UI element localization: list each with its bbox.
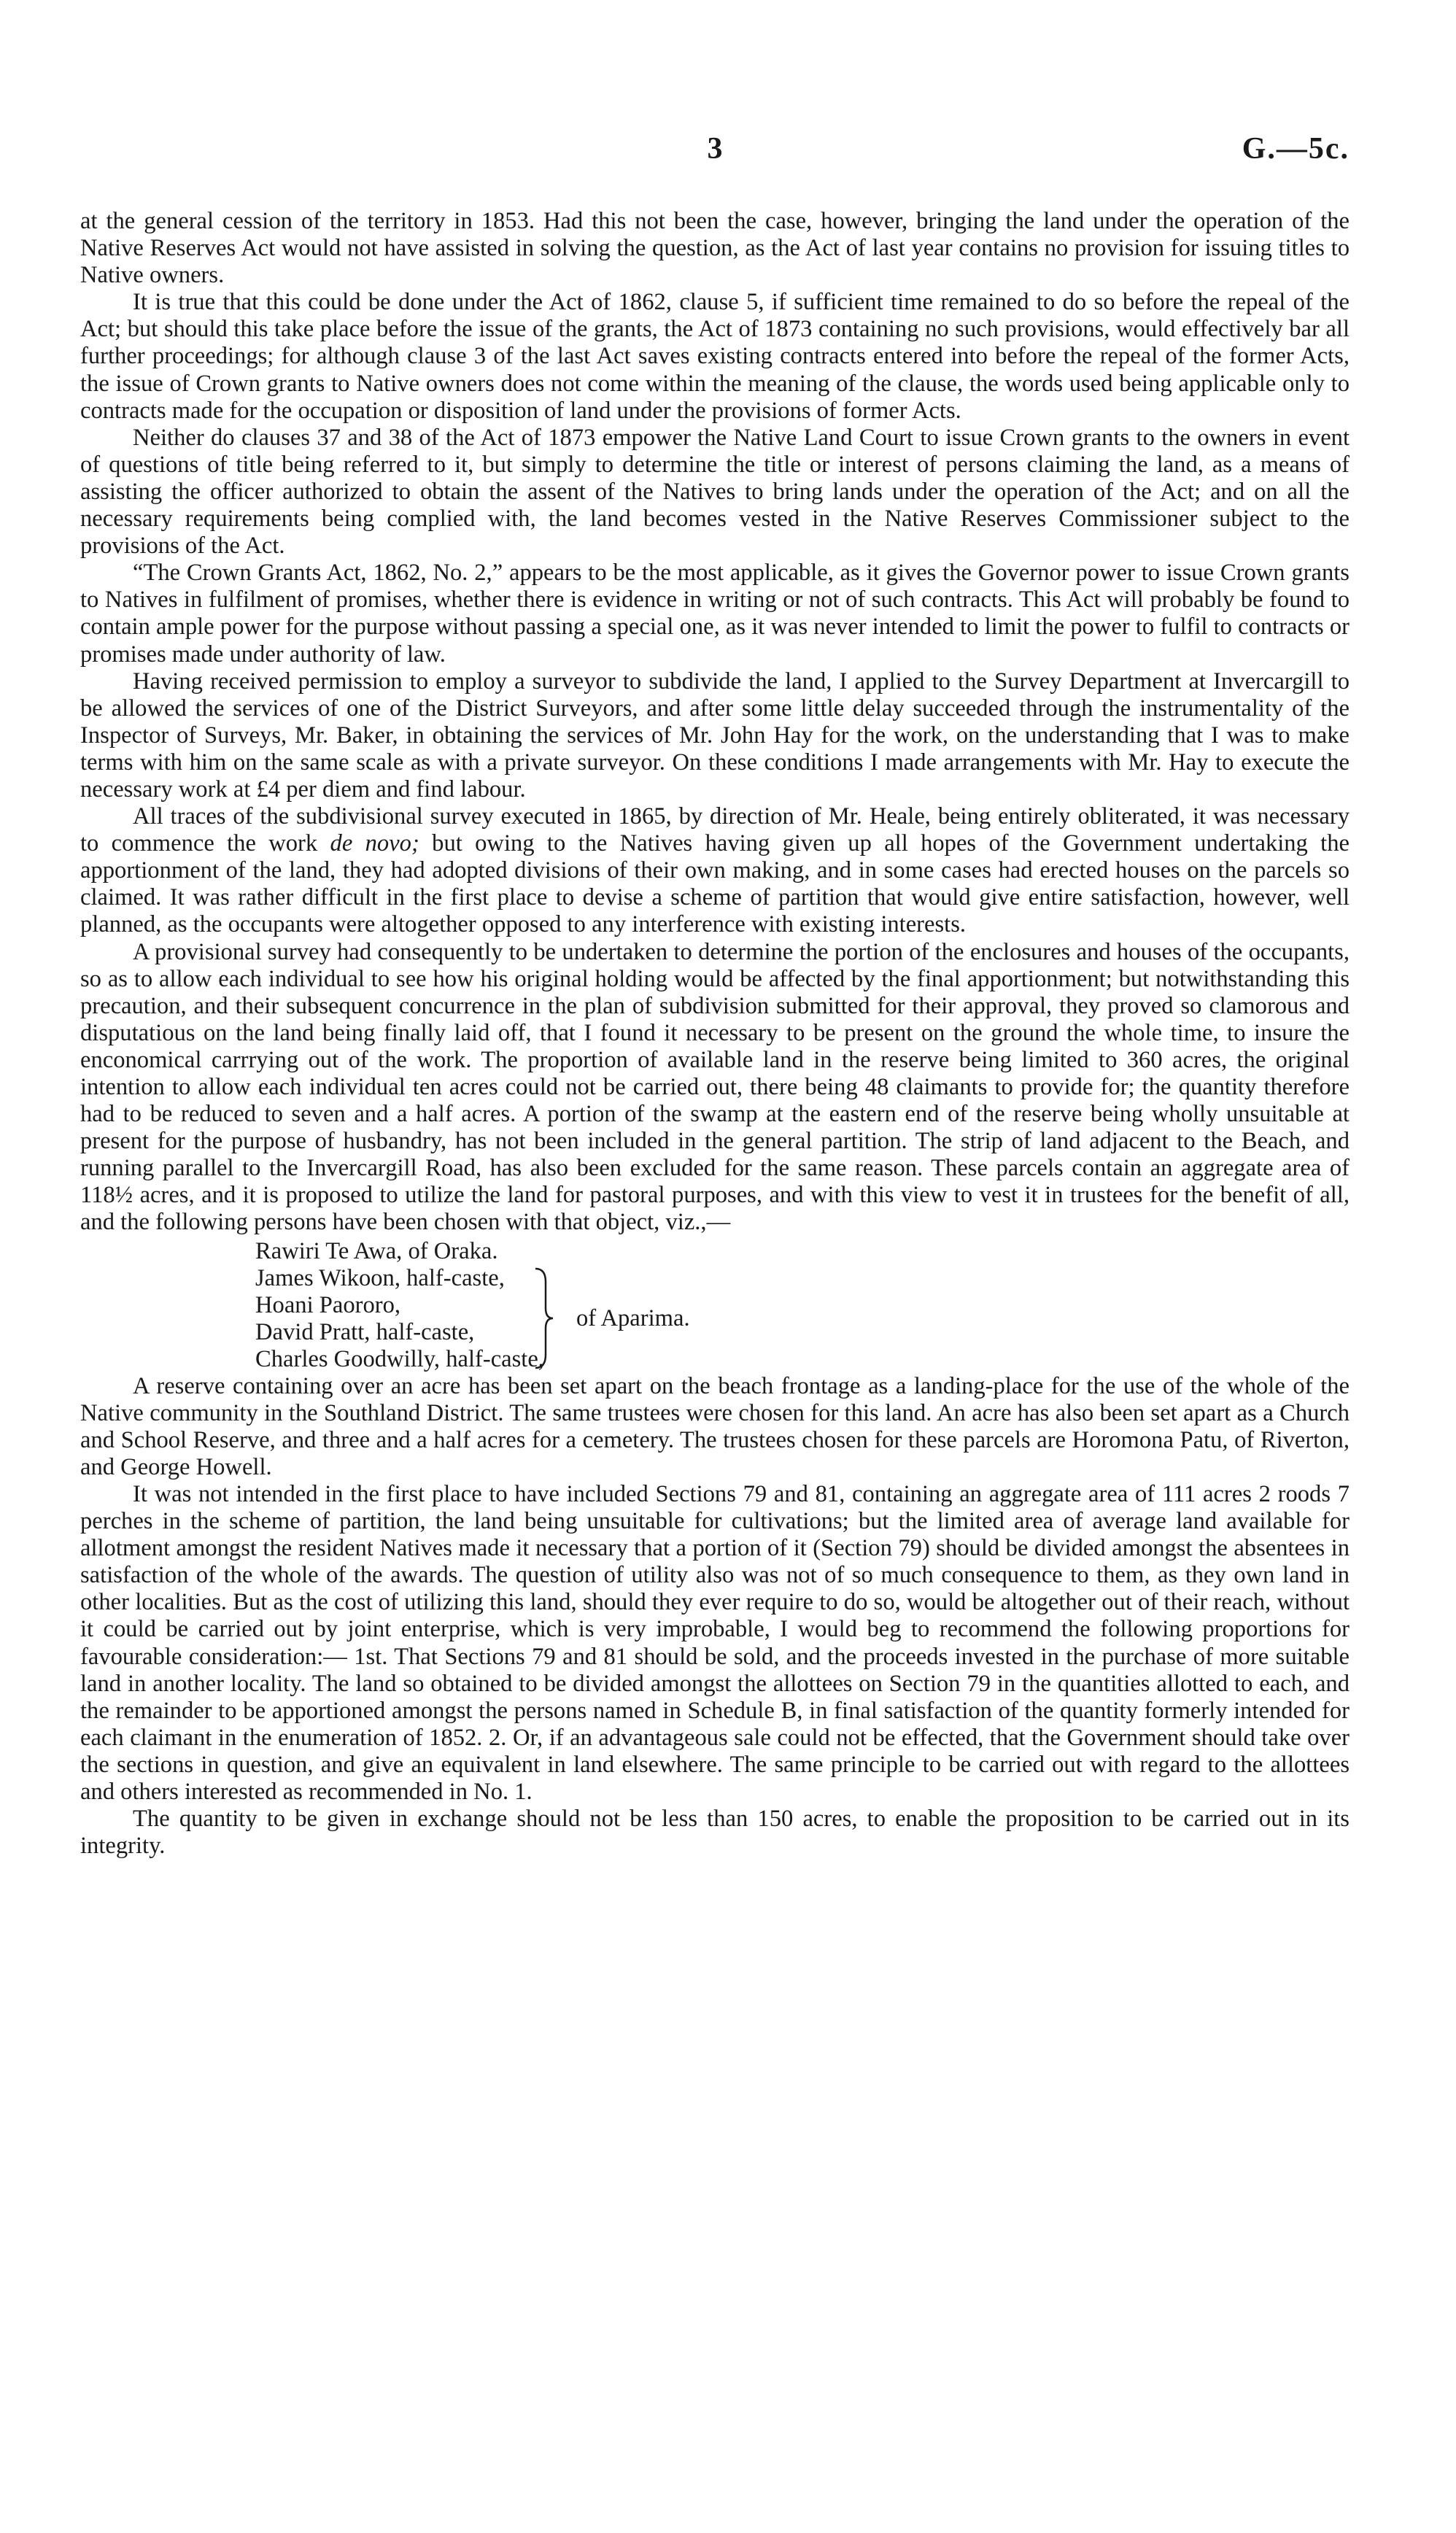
italic-phrase: de novo;	[330, 830, 419, 857]
trustee-group	[255, 1265, 544, 1373]
paragraph: at the general cession of the territory in 1853. Had this not been the case, however, bringing the land under the operation of the Native Reserves Act would not have assisted in solving the question, as the Act of last year contains no provision for issuing titles to Native owners.	[80, 208, 1349, 289]
paragraph: “The Crown Grants Act, 1862, No. 2,” appears to be the most applicable, as it gives the Governor power to issue Crown grants to Natives in fulfilment of promises, whether there is evidence in writing or not of such contracts. This Act will probably be found to contain ample power for the purpose without passing a special one, as it was never intended to limit the power to fulfil to contracts or promises made under authority of law.	[80, 560, 1349, 668]
trustee-name: Hoani Paororo,	[255, 1291, 401, 1318]
trustee-list	[80, 1238, 1349, 1373]
paragraph: Neither do clauses 37 and 38 of the Act of 1873 empower the Native Land Court to issue Crown grants to the owners in event of questions of title being referred to it, but simply to determine the title or interest of persons claiming the land, as a means of assisting the officer authorized to obtain the assent of the Natives to bring lands under the operation of the Act; and on all the necessary requirements being complied with, the land becomes vested in the Native Reserves Commissioner subject to the provisions of the Act.	[80, 424, 1349, 560]
body-text	[80, 208, 1349, 1860]
paragraph: Having received permission to employ a surveyor to subdivide the land, I applied to the Survey Department at Invercargill to be allowed the services of one of the District Surveyors, and after some little delay succeeded through the instrumentality of the Inspector of Surveys, Mr. Baker, in obtaining the services of Mr. John Hay for the work, on the understanding that I was to make terms with him on the same scale as with a private surveyor. On these conditions I made arrangements with Mr. Hay to execute the necessary work at £4 per diem and find labour.	[80, 668, 1349, 803]
paragraph: A reserve containing over an acre has been set apart on the beach frontage as a landing-place for the use of the whole of the Native community in the Southland District. The same trustees were chosen for this land. An acre has also been set apart as a Church and School Reserve, and three and a half acres for a cemetery. The trustees chosen for these parcels are Horomona Patu, of Riverton, and George Howell.	[80, 1372, 1349, 1480]
paragraph-text: All traces of the subdivisional survey executed in 1865, by direction of Mr. Heale, being entirely obliterated, it was necessary to commence the work	[80, 803, 1349, 857]
trustee-name: James Wikoon, half-caste,	[255, 1264, 505, 1291]
trustee-name: Charles Goodwilly, half-caste,	[255, 1345, 544, 1372]
trustee-name: David Pratt, half-caste,	[255, 1318, 475, 1345]
page-number: 3	[707, 132, 723, 166]
right-brace-icon	[533, 1267, 554, 1369]
trustee-name: Rawiri Te Awa, of Oraka.	[255, 1237, 498, 1264]
paragraph: It is true that this could be done under the Act of 1862, clause 5, if sufficient time remained to do so before the repeal of the Act; but should this take place before the issue of the grants, the Act of 1873 containing no such provisions, would effectively bar all further proceedings; for although clause 3 of the last Act saves existing contracts entered into before the repeal of the former Acts, the issue of Crown grants to Native owners does not come within the meaning of the clause, the words used being applicable only to contracts made for the occupation or disposition of land under the provisions of former Acts.	[80, 289, 1349, 424]
paragraph-text: but owing to the Natives having given up all hopes of the Government undertaking the apportionment of the land, they had adopted divisions of their own making, and in some cases had erected houses on the parcels so claimed. It was rather difficult in the first place to devise a scheme of partition that would give entire satisfaction, however, well planned, as the occupants were altogether opposed to any interference with existing interests.	[80, 830, 1349, 938]
document-code: G.—5c.	[1242, 132, 1349, 166]
trustee-place: of Aparima.	[576, 1304, 690, 1331]
paragraph	[80, 803, 1349, 938]
page-header	[80, 131, 1349, 175]
paragraph: The quantity to be given in exchange should not be less than 150 acres, to enable the proposition to be carried out in its integrity.	[80, 1806, 1349, 1860]
paragraph: It was not intended in the first place to have included Sections 79 and 81, containing an aggregate area of 111 acres 2 roods 7 perches in the scheme of partition, the land being unsuitable for cultivations; but the limited area of average land available for allotment amongst the resident Natives made it necessary that a portion of it (Section 79) should be divided amongst the absentees in satisfaction of the whole of the awards. The question of utility also was not of so much consequence to them, as they own land in other localities. But as the cost of utilizing this land, should they ever require to do so, would be altogether out of their reach, without it could be carried out by joint enterprise, which is very improbable, I would beg to recommend the following proportions for favourable consideration:— 1st. That Sections 79 and 81 should be sold, and the proceeds invested in the purchase of more suitable land in another locality. The land so obtained to be divided amongst the allottees on Section 79 in the quantities allotted to each, and the remainder to be apportioned amongst the persons named in Schedule B, in final satisfaction of the quantity formerly intended for each claimant in the enumeration of 1852. 2. Or, if an advantageous sale could not be effected, that the Government should take over the sections in question, and give an equivalent in land elsewhere. The same principle to be carried out with regard to the allottees and others interested as recommended in No. 1.	[80, 1480, 1349, 1805]
paragraph: A provisional survey had consequently to be undertaken to determine the portion of the enclosures and houses of the occupants, so as to allow each individual to see how his original holding would be affected by the final apportionment; but notwithstanding this precaution, and their subsequent concurrence in the plan of subdivision submitted for their approval, they proved so clamorous and disputatious on the land being finally laid off, that I found it necessary to be present on the ground the whole time, to insure the enconomical carrrying out of the work. The proportion of available land in the reserve being limited to 360 acres, the original intention to allow each individual ten acres could not be carried out, there being 48 claimants to provide for; the quantity therefore had to be reduced to seven and a half acres. A portion of the swamp at the eastern end of the reserve being wholly unsuitable at present for the purpose of husbandry, has not been included in the general partition. The strip of land adjacent to the Beach, and running parallel to the Invercargill Road, has also been excluded for the same reason. These parcels contain an aggregate area of 118½ acres, and it is proposed to utilize the land for pastoral purposes, and with this view to vest it in trustees for the benefit of all, and the following persons have been chosen with that object, viz.,—	[80, 938, 1349, 1236]
